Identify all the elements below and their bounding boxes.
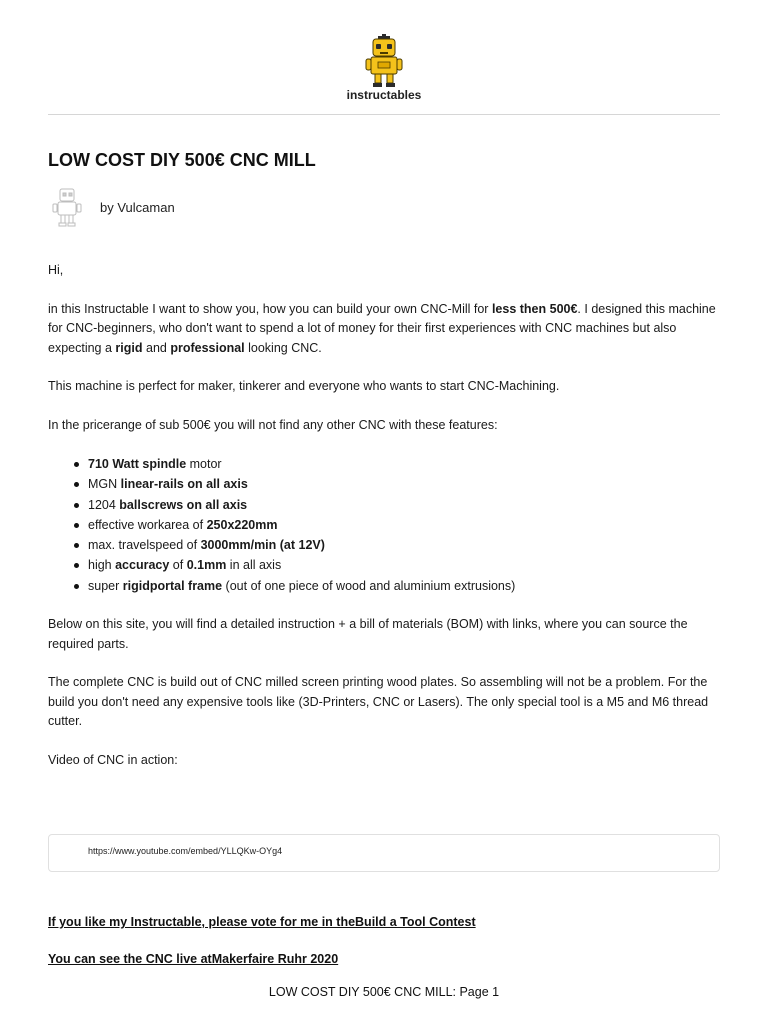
author-avatar-icon[interactable] — [48, 185, 86, 231]
bullet-icon — [74, 462, 79, 467]
list-item: effective workarea of 250x220mm — [88, 515, 734, 535]
vote-contest-link[interactable]: If you like my Instructable, please vote for me in theBuild a Tool Contest — [48, 915, 476, 929]
article-body — [48, 261, 734, 770]
byline-prefix: by — [100, 200, 114, 215]
article-title: LOW COST DIY 500€ CNC MILL — [48, 150, 316, 170]
page-footer: LOW COST DIY 500€ CNC MILL: Page 1 — [268, 985, 500, 999]
brand-name[interactable]: instructables — [346, 88, 422, 102]
bullet-icon — [74, 543, 79, 548]
list-item: high accuracy of 0.1mm in all axis — [88, 555, 734, 575]
list-item: 710 Watt spindle motor — [88, 454, 734, 474]
makerfaire-link[interactable]: You can see the CNC live atMakerfaire Ruhr 2020 — [48, 952, 339, 966]
list-item: max. travelspeed of 3000mm/min (at 12V) — [88, 535, 734, 555]
bullet-icon — [74, 503, 79, 508]
author-name-link[interactable]: Vulcaman — [117, 200, 175, 215]
video-label: Video of CNC in action: — [48, 752, 178, 767]
instructables-robot-logo[interactable] — [362, 34, 406, 88]
list-item: MGN linear-rails on all axis — [88, 474, 734, 494]
embed-url-link[interactable]: https://www.youtube.com/embed/YLLQKw-OYg4 — [88, 846, 283, 856]
bullet-icon — [74, 482, 79, 487]
maker-paragraph: This machine is perfect for maker, tinkerer and everyone who wants to start CNC-Machining. — [48, 379, 560, 393]
author-byline — [100, 200, 175, 215]
list-item: 1204 ballscrews on all axis — [88, 495, 734, 515]
bullet-icon — [74, 523, 79, 528]
intro-paragraph: in this Instructable I want to show you, how you can build your own CNC-Mill for less then 500€. I designed this machine for CNC-beginners, who don't want to spend a lot of money for their first experiences with CNC machines but also expecting a rigid and professional looking CNC. — [48, 301, 716, 355]
bom-paragraph: Below on this site, you will find a detailed instruction + a bill of materials (BOM) with links, where you can source the required parts. — [48, 617, 688, 651]
build-paragraph: The complete CNC is build out of CNC milled screen printing wood plates. So assembling will not be a problem. For the build you don't need any expensive tools like (3D-Printers, CNC or Lasers). The only special tool is a M5 and M6 thread cutter. — [48, 675, 709, 729]
bullet-icon — [74, 563, 79, 568]
header-divider — [48, 114, 720, 115]
page-header — [0, 0, 768, 116]
list-item: super rigidportal frame (out of one piece of wood and aluminium extrusions) — [88, 576, 734, 596]
feature-list — [48, 454, 734, 596]
video-embed[interactable] — [48, 834, 720, 872]
features-intro: In the pricerange of sub 500€ you will not find any other CNC with these features: — [48, 417, 498, 432]
greeting: Hi, — [48, 263, 64, 277]
bullet-icon — [74, 584, 79, 589]
